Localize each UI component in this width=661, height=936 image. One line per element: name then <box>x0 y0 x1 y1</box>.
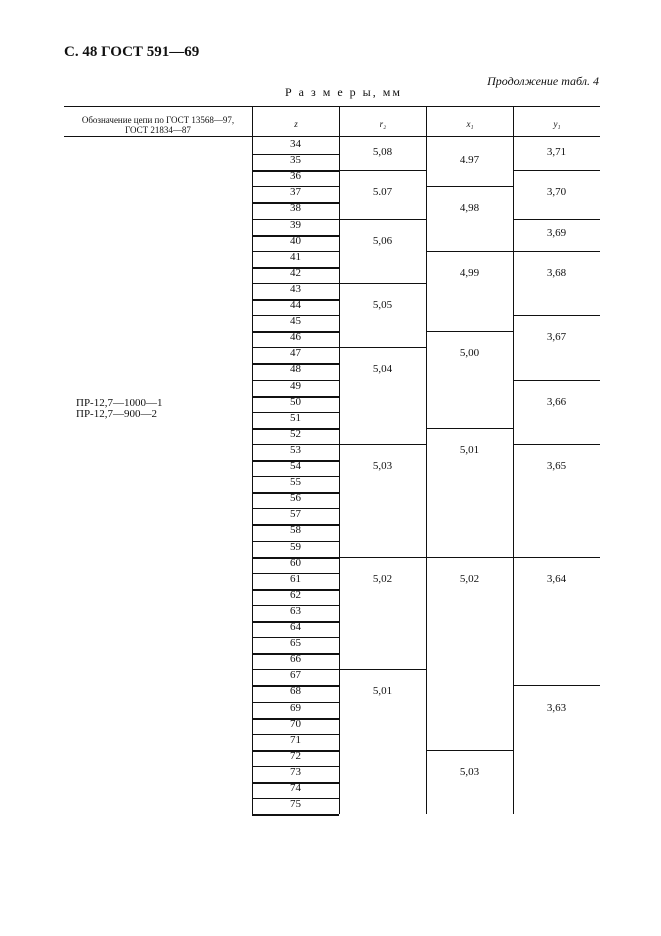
r2-group-rule <box>339 219 426 220</box>
z-value: 75 <box>290 798 301 811</box>
r2-group-rule <box>339 444 426 445</box>
z-value: 50 <box>290 395 301 408</box>
y1-group-rule <box>513 315 600 316</box>
z-value: 71 <box>290 733 301 746</box>
r2-value: 5,08 <box>372 146 393 159</box>
x1-value: 4,99 <box>459 266 480 279</box>
chain-designation <box>76 398 162 420</box>
z-value: 52 <box>290 427 301 440</box>
y1-value: 3,66 <box>546 395 567 408</box>
y1-value: 3,71 <box>546 146 567 159</box>
z-value: 64 <box>290 621 301 634</box>
z-value: 61 <box>290 572 301 585</box>
x1-value: 5,02 <box>459 572 480 585</box>
z-value: 62 <box>290 588 301 601</box>
page-header: С. 48 ГОСТ 591—69 <box>64 44 200 60</box>
r2-value: 5,03 <box>372 460 393 473</box>
z-value: 47 <box>290 347 301 360</box>
x1-value: 5,01 <box>459 443 480 456</box>
y1-value: 3,64 <box>546 572 567 585</box>
r2-value: 5.07 <box>372 186 393 199</box>
header-column-divider <box>339 106 340 136</box>
y1-value: 3,63 <box>546 701 567 714</box>
z-row-rule <box>252 814 339 816</box>
column-header-designation <box>64 115 252 135</box>
z-value: 65 <box>290 637 301 650</box>
r2-group-rule <box>339 669 426 670</box>
z-value: 49 <box>290 379 301 392</box>
z-value: 69 <box>290 701 301 714</box>
header-column-divider <box>426 106 427 136</box>
table-header-rule <box>64 136 600 137</box>
r2-group-rule <box>339 170 426 171</box>
x1-group-rule <box>426 557 513 558</box>
z-value: 48 <box>290 363 301 376</box>
r2-value: 5,06 <box>372 234 393 247</box>
z-value: 72 <box>290 749 301 762</box>
x1-value: 5,03 <box>459 765 480 778</box>
table-continuation-label: Продолжение табл. 4 <box>487 74 599 88</box>
x1-group-rule <box>426 750 513 751</box>
r2-group-rule <box>339 283 426 284</box>
z-value: 39 <box>290 218 301 231</box>
chain-designation-2: ПР-12,7—900—2 <box>76 408 157 420</box>
z-value: 59 <box>290 540 301 553</box>
z-value: 70 <box>290 717 301 730</box>
z-value: 56 <box>290 492 301 505</box>
r2-value: 5,01 <box>372 685 393 698</box>
y1-group-rule <box>513 170 600 171</box>
column-header-x1: x₁ <box>466 119 474 129</box>
x1-value: 4.97 <box>459 154 480 167</box>
column-header-designation-line2: ГОСТ 21834—87 <box>125 125 191 135</box>
z-value: 45 <box>290 315 301 328</box>
z-value: 74 <box>290 782 301 795</box>
y1-group-rule <box>513 219 600 220</box>
r2-value: 5,04 <box>372 363 393 376</box>
z-value: 42 <box>290 266 301 279</box>
r2-group-rule <box>339 347 426 348</box>
z-value: 54 <box>290 460 301 473</box>
x1-group-rule <box>426 428 513 429</box>
r2-value: 5,05 <box>372 299 393 312</box>
x1-group-rule <box>426 251 513 252</box>
z-value: 66 <box>290 653 301 666</box>
x1-group-rule <box>426 186 513 187</box>
column-header-z: z <box>294 119 298 129</box>
z-value: 40 <box>290 234 301 247</box>
y1-value: 3,68 <box>546 266 567 279</box>
column-header-r2: r₂ <box>379 119 387 129</box>
column-divider <box>426 136 427 814</box>
z-value: 68 <box>290 685 301 698</box>
y1-group-rule <box>513 685 600 686</box>
z-value: 60 <box>290 556 301 569</box>
y1-value: 3,69 <box>546 226 567 239</box>
header-column-divider <box>252 106 253 136</box>
z-value: 55 <box>290 476 301 489</box>
chain-designation-1: ПР-12,7—1000—1 <box>76 397 163 409</box>
z-value: 36 <box>290 170 301 183</box>
z-value: 35 <box>290 154 301 167</box>
header-column-divider <box>513 106 514 136</box>
y1-group-rule <box>513 444 600 445</box>
y1-group-rule <box>513 557 600 558</box>
y1-value: 3,67 <box>546 331 567 344</box>
x1-value: 4,98 <box>459 202 480 215</box>
y1-group-rule <box>513 380 600 381</box>
z-value: 63 <box>290 604 301 617</box>
z-value: 57 <box>290 508 301 521</box>
z-value: 44 <box>290 299 301 312</box>
z-value: 41 <box>290 250 301 263</box>
z-value: 73 <box>290 765 301 778</box>
z-value: 46 <box>290 331 301 344</box>
x1-value: 5,00 <box>459 347 480 360</box>
z-value: 43 <box>290 282 301 295</box>
z-value: 37 <box>290 186 301 199</box>
y1-value: 3,65 <box>546 460 567 473</box>
z-value: 51 <box>290 411 301 424</box>
table-top-rule <box>64 106 600 107</box>
dimensions-caption: Р а з м е р ы, мм <box>285 85 402 99</box>
z-value: 67 <box>290 669 301 682</box>
r2-value: 5,02 <box>372 572 393 585</box>
z-value: 34 <box>290 138 301 151</box>
r2-group-rule <box>339 557 426 558</box>
z-value: 38 <box>290 202 301 215</box>
y1-group-rule <box>513 251 600 252</box>
x1-group-rule <box>426 331 513 332</box>
column-header-designation-line1: Обозначение цепи по ГОСТ 13568—97, <box>81 115 235 125</box>
z-value: 58 <box>290 524 301 537</box>
y1-value: 3,70 <box>546 186 567 199</box>
z-value: 53 <box>290 443 301 456</box>
column-header-y1: y₁ <box>553 119 561 129</box>
